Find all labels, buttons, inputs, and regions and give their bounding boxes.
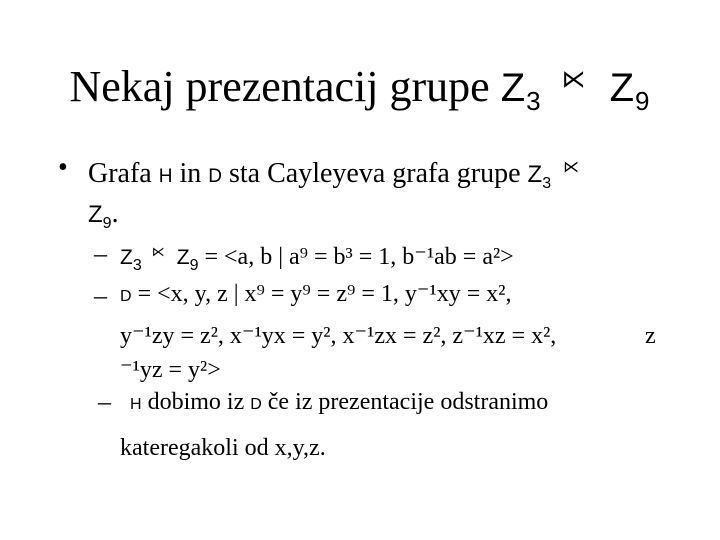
slide-title <box>0 54 720 127</box>
semidirect-product-icon: ⋉ <box>561 67 586 93</box>
sub-item-presentation-d-line-3: ⁻¹yz = y²> <box>120 357 221 383</box>
dash-marker: – <box>94 239 107 268</box>
sub-item-presentation-d-line-1: D = <x, y, z | x⁹ = y⁹ = z⁹ = 1, y⁻¹xy = x², <box>120 281 512 307</box>
bullet-line-2: $Z_9$. <box>88 198 119 232</box>
bullet-line-1: Grafa H in D sta Cayleyeva grafa grupe $Z_3^⋉$ <box>88 158 580 192</box>
dash-marker: – <box>94 281 107 310</box>
title-text: Nekaj prezentacij grupe <box>69 62 490 111</box>
sub-item-presentation-group: $Z_3^⋉$ $Z_9 = <a$, b | a⁹ = b³ = 1, b⁻¹ab = a²> <box>120 244 514 274</box>
graph-d-label: D <box>250 396 262 413</box>
dash-marker: – <box>98 387 111 416</box>
title-z-3: $Z_3$ <box>500 66 542 116</box>
graph-h-label: H <box>158 166 173 187</box>
sub-item-presentation-d-line-2-tail: z <box>645 323 656 349</box>
graph-h-label: H <box>130 396 142 413</box>
graph-d-label: D <box>120 288 132 305</box>
bullet-marker: • <box>58 152 68 183</box>
semidirect-product-icon: ⋉ <box>151 244 165 259</box>
sub-item-remark-line-2: kateregakoli od x,y,z. <box>120 435 326 461</box>
sub-item-remark-line-1: H dobimo iz D če iz prezentacije odstranimo <box>130 389 549 415</box>
title-z-9: $Z_9$ <box>609 66 651 116</box>
graph-d-label: D <box>208 166 222 187</box>
semidirect-product-icon: ⋉ <box>563 159 580 176</box>
sub-item-presentation-d-line-2: y⁻¹zy = z², x⁻¹yx = y², x⁻¹zx = z², z⁻¹xz = x², <box>120 323 557 349</box>
